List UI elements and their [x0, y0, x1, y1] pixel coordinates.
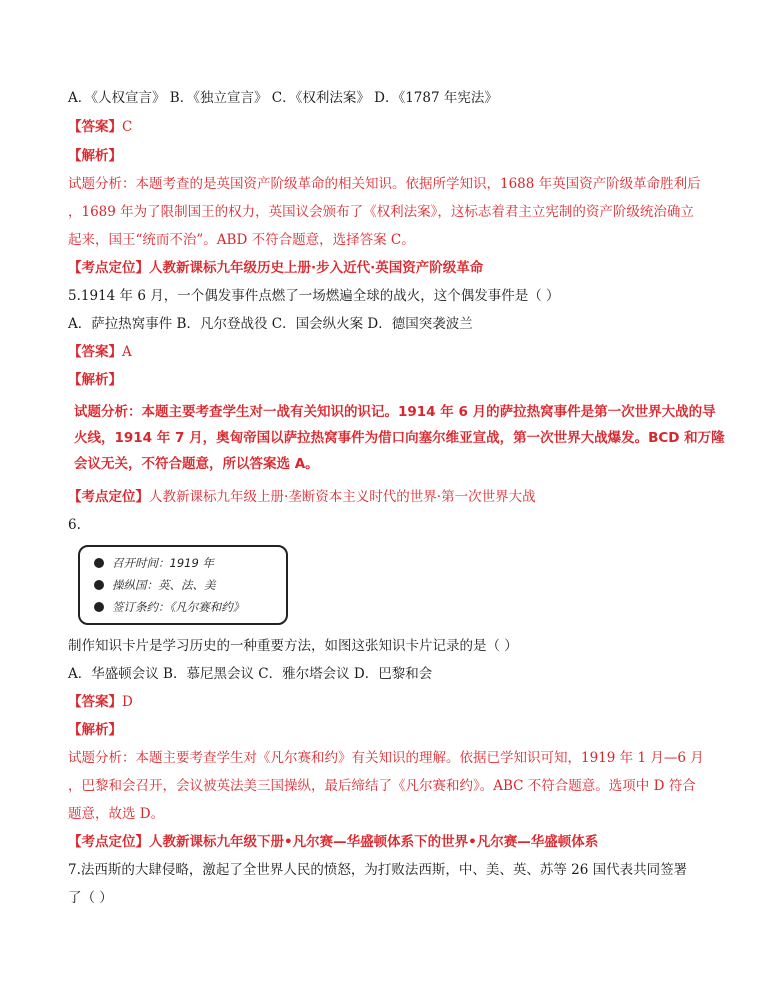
q4-analysis-line-2: ，1689 年为了限制国王的权力，英国议会颁布了《权利法案》，这标志着君主立宪制的资产阶级统治确立 — [68, 204, 694, 220]
q6-analysis-line-3: 题意，故选 D。 — [68, 806, 165, 822]
q4-analysis-line-1: 试题分析：本题考查的是英国资产阶级革命的相关知识。依据所学知识，1688 年英国资产阶级革命胜利后 — [68, 176, 701, 192]
q5-analysis-line-3: 会议无关，不符合题意，所以答案选 A。 — [74, 456, 319, 472]
q6-analysis-line-1: 试题分析：本题主要考查学生对《凡尔赛和约》有关知识的理解。依据已学知识可知，1919 年 1 月—6 月 — [68, 750, 704, 766]
answer-value: D — [122, 694, 133, 710]
bullet-icon — [94, 602, 104, 612]
q4-analysis-tag: 【解析】 — [68, 148, 122, 164]
q6-point: 【考点定位】人教新课标九年级下册•凡尔赛—华盛顿体系下的世界•凡尔赛—华盛顿体系 — [68, 834, 599, 850]
q4-answer — [68, 117, 710, 137]
q6-analysis-line-2: ，巴黎和会召开，会议被英法美三国操纵，最后缔结了《凡尔赛和约》。ABC 不符合题意。选项中 D 符合 — [68, 778, 696, 794]
q6-analysis-tag: 【解析】 — [68, 722, 122, 738]
q7-stem-line-1: 7.法西斯的大肆侵略，激起了全世界人民的愤怒，为打败法西斯，中、美、英、苏等 26 国代表共同签署 — [68, 862, 688, 878]
q6-number: 6. — [68, 517, 81, 533]
point-text: 人教新课标九年级上册·垄断资本主义时代的世界·第一次世界大战 — [149, 489, 536, 505]
q4-options: A．《人权宣言》 B．《独立宣言》 C．《权利法案》 D．《1787 年宪法》 — [68, 90, 498, 106]
q5-options: A．萨拉热窝事件 B．凡尔登战役 C．国会纵火案 D．德国突袭波兰 — [68, 316, 473, 332]
q6-stem: 制作知识卡片是学习历史的一种重要方法，如图这张知识卡片记录的是（ ） — [68, 638, 518, 654]
q5-analysis-tag: 【解析】 — [68, 372, 122, 388]
q7-stem-line-2: 了（ ） — [68, 890, 113, 906]
q4-analysis-line-3: 起来，国王“统而不治”。ABD 不符合题意，选择答案 C。 — [68, 232, 415, 248]
q6-options: A．华盛顿会议 B．慕尼黑会议 C．雅尔塔会议 D．巴黎和会 — [68, 666, 433, 682]
q5-answer — [68, 342, 710, 362]
answer-tag: 【答案】 — [68, 119, 122, 135]
q5-point — [68, 487, 710, 507]
bullet-icon — [94, 580, 104, 590]
answer-tag: 【答案】 — [68, 694, 122, 710]
card-row-2 — [94, 578, 216, 592]
q5-analysis-line-2: 火线，1914 年 7 月，奥匈帝国以萨拉热窝事件为借口向塞尔维亚宣战，第一次世界大战爆发。BCD 和万隆 — [74, 430, 725, 446]
card-row-text: 签订条约：《凡尔赛和约》 — [112, 600, 245, 614]
answer-value: C — [122, 119, 133, 135]
q6-answer — [68, 692, 710, 712]
card-row-1 — [94, 556, 214, 570]
card-row-3 — [94, 600, 244, 614]
card-row-text: 操纵国：英、法、美 — [112, 578, 216, 592]
q4-point: 【考点定位】人教新课标九年级历史上册·步入近代·英国资产阶级革命 — [68, 260, 484, 276]
answer-value: A — [122, 344, 132, 360]
q5-stem: 5.1914 年 6 月，一个偶发事件点燃了一场燃遍全球的战火，这个偶发事件是（ ） — [68, 288, 560, 304]
q5-analysis-line-1: 试题分析：本题主要考查学生对一战有关知识的识记。1914 年 6 月的萨拉热窝事件是第一次世界大战的导 — [74, 404, 716, 420]
point-tag: 【考点定位】 — [68, 489, 149, 505]
card-row-text: 召开时间：1919 年 — [112, 556, 214, 570]
answer-tag: 【答案】 — [68, 344, 122, 360]
bullet-icon — [94, 558, 104, 568]
knowledge-card — [78, 545, 288, 625]
